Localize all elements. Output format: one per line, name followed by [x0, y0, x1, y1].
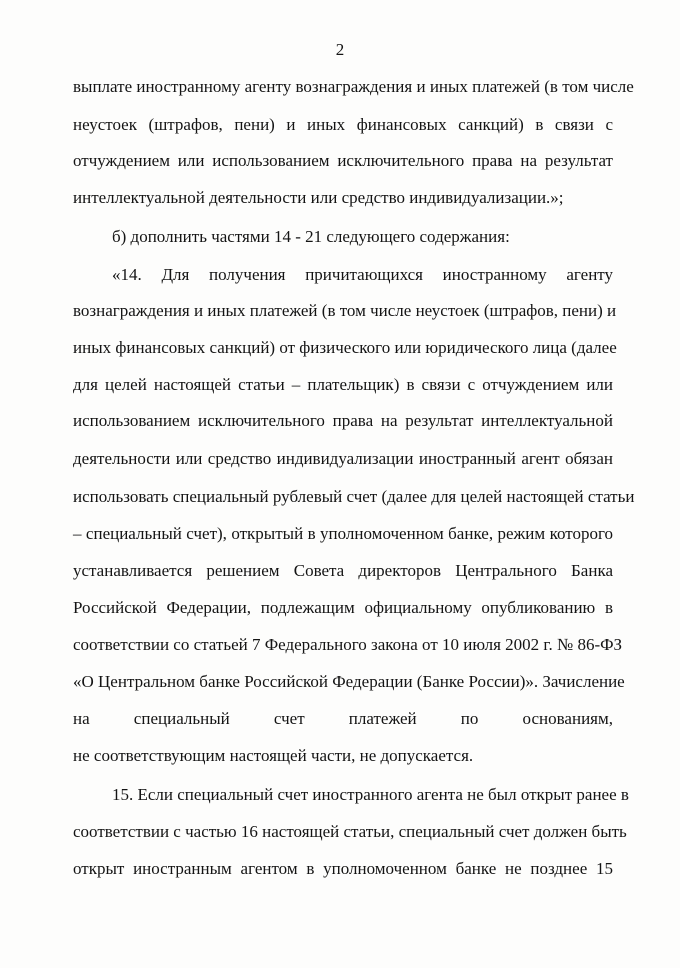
text-line: неустоек (штрафов, пени) и иных финансовых санкций) в связи с	[73, 115, 613, 134]
text-line: на специальный счет платежей по основаниям,	[73, 709, 613, 728]
text-line: – специальный счет), открытый в уполномоченном банке, режим которого	[73, 524, 613, 543]
text-line: вознаграждения и иных платежей (в том числе неустоек (штрафов, пени) и	[73, 301, 617, 320]
text-line: устанавливается решением Совета директоров Центрального Банка	[73, 561, 613, 580]
text-line: соответствии со статьей 7 Федерального закона от 10 июля 2002 г. № 86-ФЗ	[73, 635, 623, 654]
text-line: интеллектуальной деятельности или средство индивидуализации.»;	[73, 188, 564, 207]
text-line: отчуждением или использованием исключительного права на результат	[73, 151, 613, 170]
text-line: использовать специальный рублевый счет (далее для целей настоящей статьи	[73, 487, 635, 506]
text-line: «14. Для получения причитающихся иностранному агенту	[112, 265, 613, 284]
text-line: Российской Федерации, подлежащим официальному опубликованию в	[73, 598, 613, 617]
text-line: 15. Если специальный счет иностранного агента не был открыт ранее в	[112, 785, 629, 804]
text-line: не соответствующим настоящей части, не допускается.	[73, 746, 474, 765]
text-line: «О Центральном банке Российской Федерации (Банке России)». Зачисление	[73, 672, 625, 691]
text-line: иных финансовых санкций) от физического или юридического лица (далее	[73, 338, 617, 357]
text-line: б) дополнить частями 14 - 21 следующего содержания:	[112, 227, 510, 246]
text-line: использованием исключительного права на результат интеллектуальной	[73, 411, 613, 430]
page-number: 2	[335, 40, 345, 59]
text-line: для целей настоящей статьи – плательщик) в связи с отчуждением или	[73, 375, 613, 394]
text-line: открыт иностранным агентом в уполномоченном банке не позднее 15	[73, 859, 613, 878]
text-line: соответствии с частью 16 настоящей статьи, специальный счет должен быть	[73, 822, 627, 841]
text-line: деятельности или средство индивидуализации иностранный агент обязан	[73, 449, 613, 468]
text-line: выплате иностранному агенту вознаграждения и иных платежей (в том числе	[73, 77, 634, 96]
